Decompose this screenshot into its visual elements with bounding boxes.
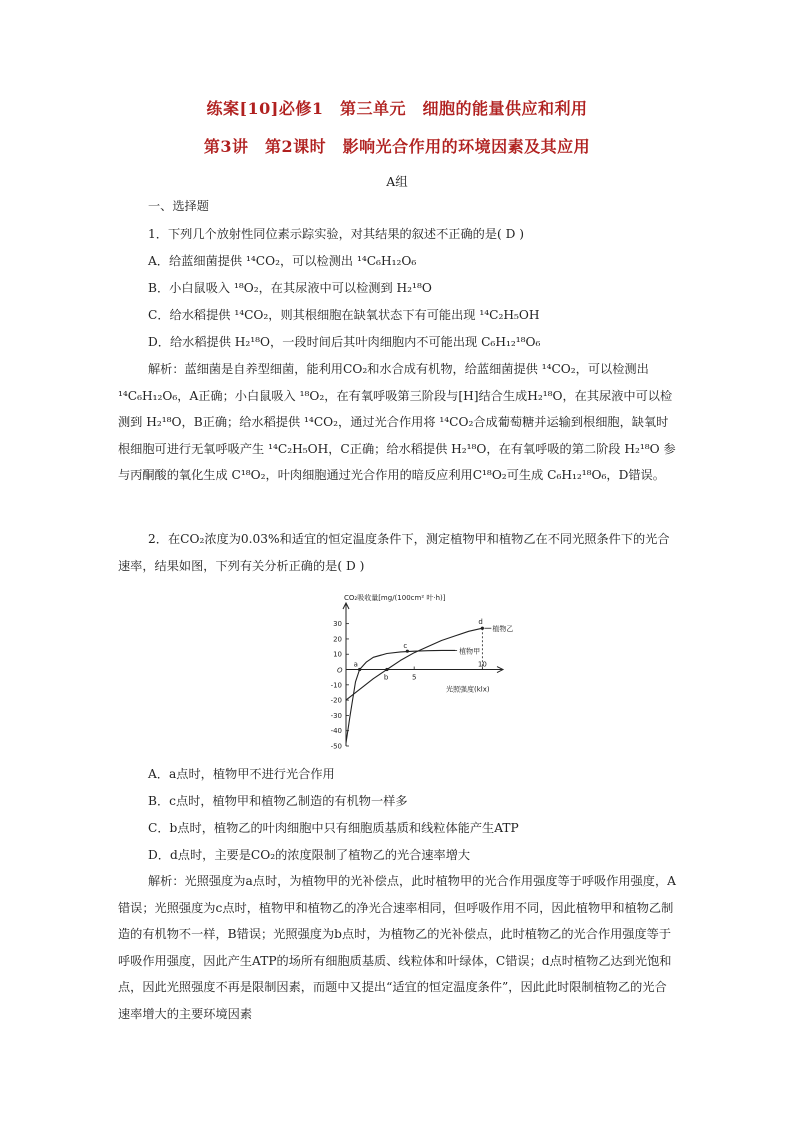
y-tick-label: 10: [333, 650, 342, 659]
q2-stem: 2．在CO₂浓度为0.03%和适宜的恒定温度条件下，测定植物甲和植物乙在不同光照条件下的光合速率，结果如图，下列有关分析正确的是( D ): [118, 532, 670, 573]
series-label-1: 植物甲: [459, 647, 481, 656]
x-tick-label: 10: [477, 660, 487, 669]
q2-option-b: B．c点时，植物甲和植物乙制造的有机物一样多: [148, 794, 408, 808]
page-title: 练案[10]必修1 第三单元 细胞的能量供应和利用: [206, 99, 588, 118]
series-label-2: 植物乙: [492, 625, 514, 634]
q2-option-c: C．b点时，植物乙的叶肉细胞中只有细胞质基质和线粒体能产生ATP: [148, 821, 519, 835]
point-label-b: b: [383, 673, 389, 682]
point-d: [481, 627, 484, 630]
q2-analysis: 解析：光照强度为a点时，为植物甲的光补偿点，此时植物甲的光合作用强度等于呼吸作用强度，A错误；光照强度为c点时，植物甲和植物乙的净光合速率相同，但呼吸作用不同，因此植物甲和植物乙制造的有机物不一样，B错误；光照强度为b点时，为植物乙的光补偿点，此时植物乙的光合作用强度等于呼吸作用强度，因此产生ATP的场所有细胞质基质、线粒体和叶绿体，C错误；d点时植物乙达到光饱和点，因此光照强度不再是限制因素，而题中又提出“适宜的恒定温度条件”，因此此时限制植物乙的光合速率增大的主要环境因素: [118, 874, 676, 1021]
q1-option-b: B．小白鼠吸入 ¹⁸O₂，在其尿液中可以检测到 H₂¹⁸O: [148, 281, 432, 295]
section-heading: 一、选择题: [148, 199, 209, 213]
x-tick-label: 5: [411, 673, 417, 682]
y-tick-label: -40: [330, 727, 342, 736]
point-label-c: c: [403, 642, 408, 651]
q2-option-a: A．a点时，植物甲不进行光合作用: [148, 767, 335, 781]
y-axis-label: CO₂吸收量[mg/(100cm² 叶·h)]: [344, 594, 446, 602]
x-axis-label: 光照强度(klx): [446, 685, 490, 694]
point-label-a: a: [353, 660, 358, 669]
chart: [290, 588, 514, 754]
y-tick-label: 20: [333, 635, 342, 644]
origin-label: O: [337, 666, 343, 675]
y-tick-label: -30: [330, 711, 342, 720]
series-line-1: [346, 650, 455, 743]
y-tick-label: 30: [333, 620, 342, 629]
y-tick-label: -50: [330, 742, 342, 751]
point-label-d: d: [478, 618, 483, 627]
page-subtitle: 第3讲 第2课时 影响光合作用的环境因素及其应用: [203, 137, 591, 156]
q1-option-d: D．给水稻提供 H₂¹⁸O，一段时间后其叶肉细胞内不可能出现 C₆H₁₂¹⁸O₆: [148, 335, 541, 349]
q1-stem: 1．下列几个放射性同位素示踪实验，对其结果的叙述不正确的是( D ): [148, 227, 525, 241]
y-tick-label: -10: [330, 681, 342, 690]
q1-option-a: A．给蓝细菌提供 ¹⁴CO₂，可以检测出 ¹⁴C₆H₁₂O₆: [148, 254, 417, 268]
point-b: [385, 668, 388, 671]
point-a: [358, 668, 361, 671]
y-tick-label: -20: [330, 696, 342, 705]
q1-option-c: C．给水稻提供 ¹⁴CO₂，则其根细胞在缺氧状态下有可能出现 ¹⁴C₂H₅OH: [148, 308, 540, 322]
group-label: A组: [386, 174, 408, 189]
q1-analysis: 解析：蓝细菌是自养型细菌，能利用CO₂和水合成有机物，给蓝细菌提供 ¹⁴CO₂，可以检测出 ¹⁴C₆H₁₂O₆，A正确；小白鼠吸入 ¹⁸O₂，在有氧呼吸第三阶段与[H]结合生成H₂¹⁸O，在其尿液中可以检测到 H₂¹⁸O，B正确；给水稻提供 ¹⁴CO₂，通过光合作用将 ¹⁴CO₂合成葡萄糖并运输到根细胞，缺氧时根细胞可进行无氧呼吸产生 ¹⁴C₂H₅OH，C正确；给水稻提供 H₂¹⁸O，在有氧呼吸的第二阶段 H₂¹⁸O 参与丙酮酸的氧化生成 C¹⁸O₂，叶肉细胞通过光合作用的暗反应利用C¹⁸O₂可生成 C₆H₁₂¹⁸O₆，D错误。: [118, 362, 676, 483]
q2-option-d: D．d点时，主要是CO₂的浓度限制了植物乙的光合速率增大: [148, 848, 471, 862]
